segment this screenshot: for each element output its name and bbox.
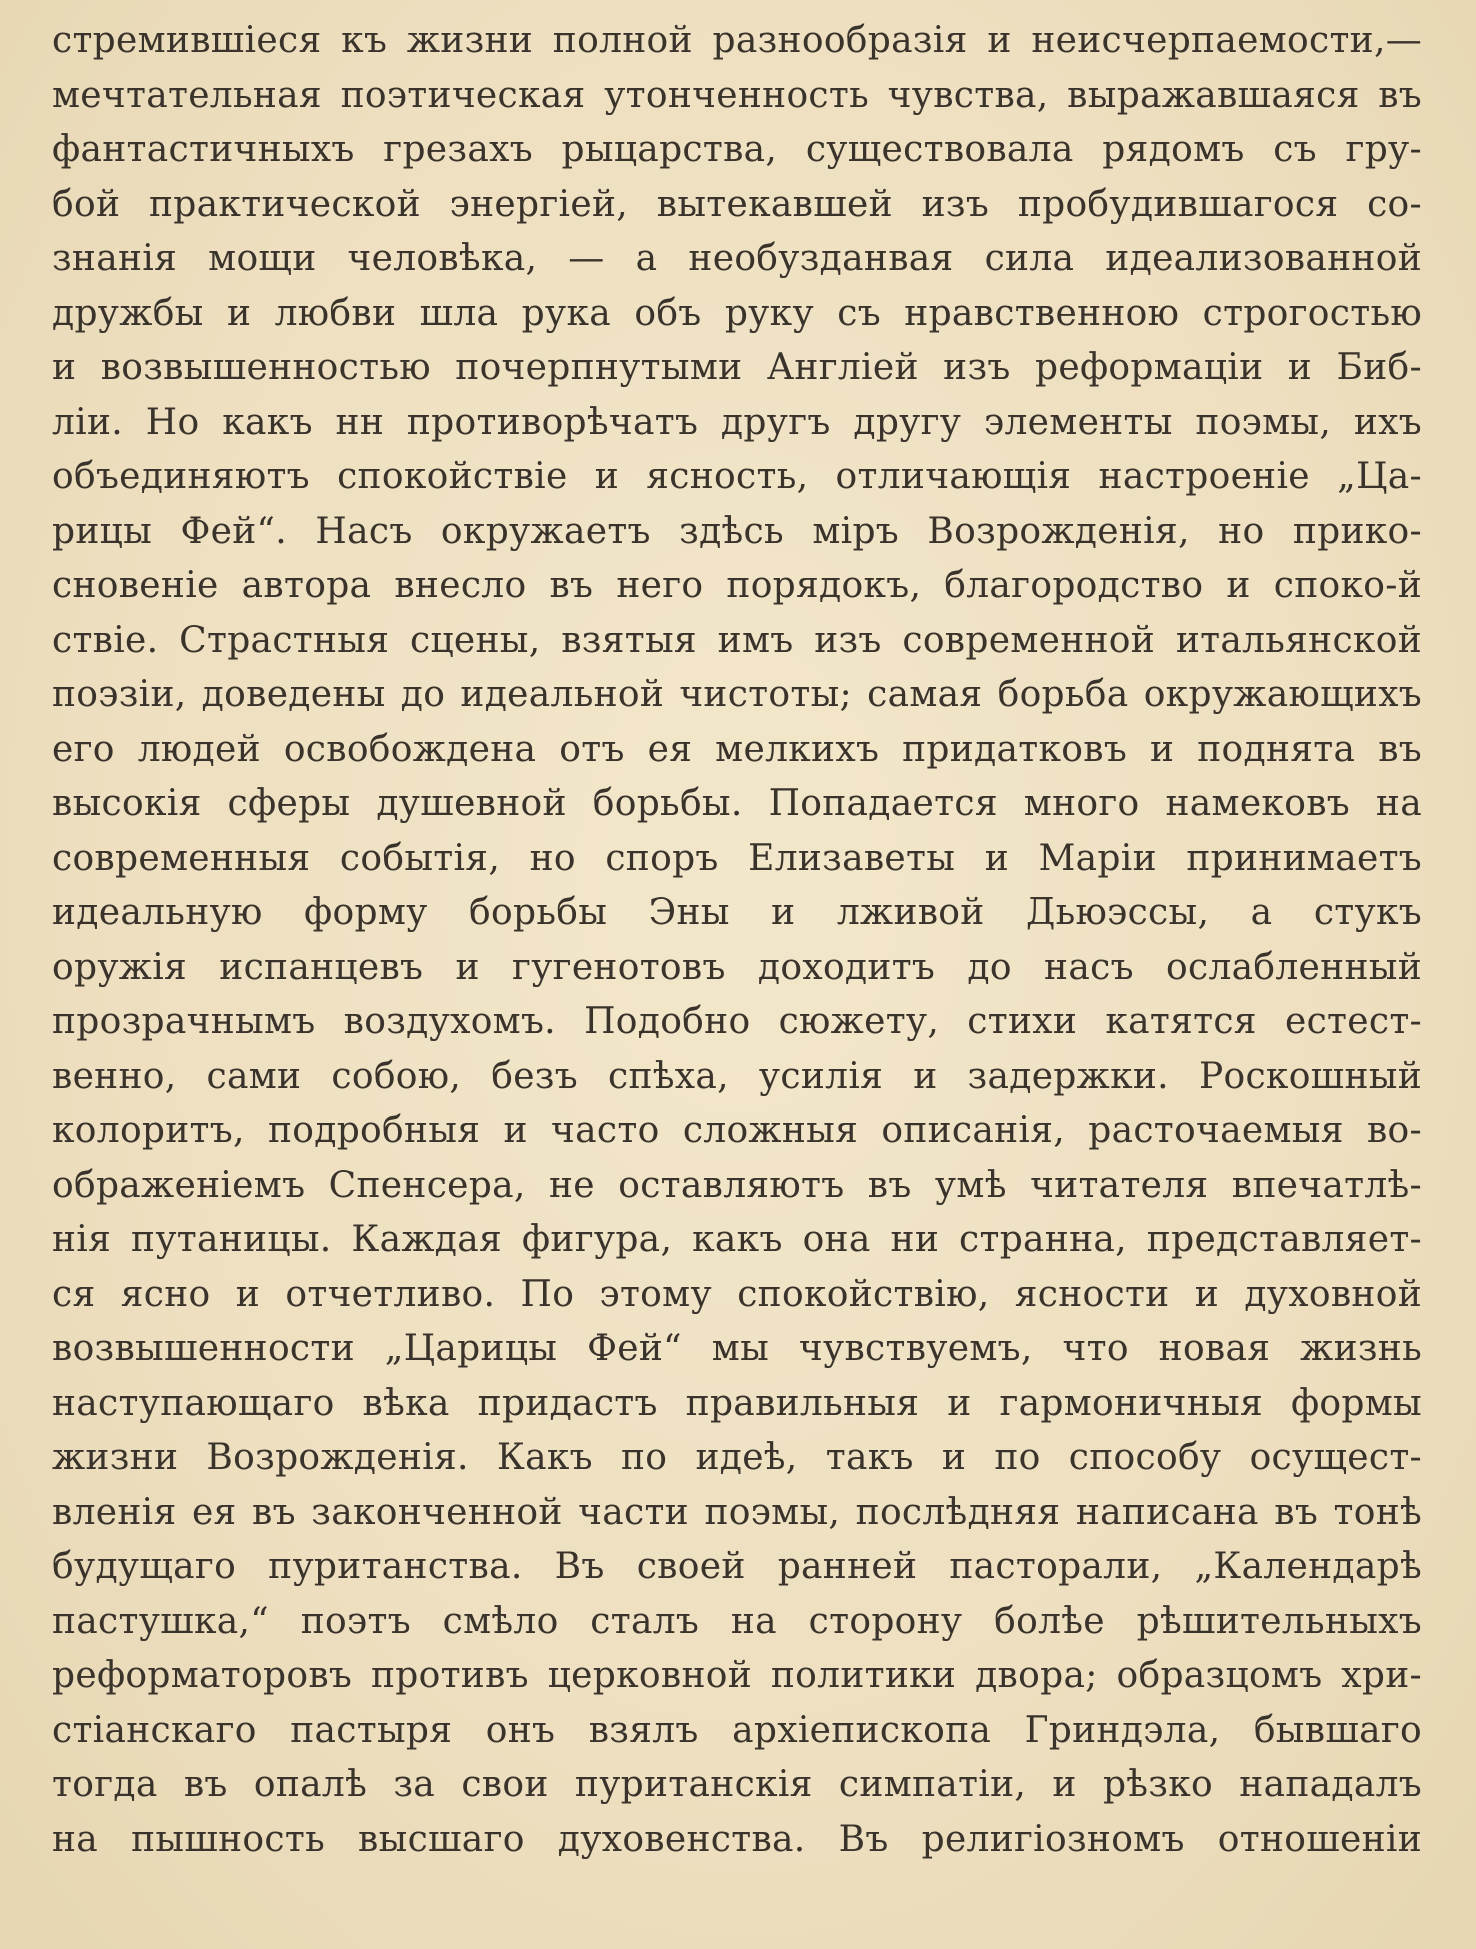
text-line-4: бой практической энергіей, вытекавшей изъ пробудившагося со- (52, 183, 1422, 225)
text-line-12: ствіе. Страстныя сцены, взятыя имъ изъ современной итальянской (52, 619, 1422, 661)
text-line-16: современныя событія, но споръ Елизаветы и Маріи принимаетъ (52, 837, 1422, 879)
body-text (52, 14, 1422, 1867)
text-line-11: сновеніе автора внесло въ него порядокъ, благородство и споко-й (52, 565, 1422, 606)
text-line-30: пастушка,“ поэтъ смѣло сталъ на сторону болѣе рѣшительныхъ (52, 1600, 1422, 1642)
text-line-9: объединяютъ спокойствіе и ясность, отличающія настроеніе „Ца- (52, 456, 1422, 497)
text-line-2: мечтательная поэтическая утонченность чувства, выражавшаяся въ (52, 74, 1422, 116)
text-line-22: ображеніемъ Спенсера, не оставляютъ въ умѣ читателя впечатлѣ- (52, 1164, 1422, 1206)
text-line-15: высокія сферы душевной борьбы. Попадается много намековъ на (52, 783, 1422, 824)
text-line-14: его людей освобождена отъ ея мелкихъ придатковъ и поднята въ (52, 728, 1422, 770)
text-line-5: знанія мощи человѣка, — а необузданвая сила идеализованной (52, 238, 1422, 279)
text-line-21: колоритъ, подробныя и часто сложныя описанія, расточаемыя во- (52, 1110, 1422, 1151)
text-line-34: на пышность высшаго духовенства. Въ религіозномъ отношеніи (52, 1818, 1422, 1860)
text-line-27: жизни Возрожденія. Какъ по идеѣ, такъ и по способу осущест- (52, 1437, 1422, 1478)
text-line-8: ліи. Но какъ нн противорѣчатъ другъ другу элементы поэмы, ихъ (52, 401, 1422, 443)
text-line-28: вленія ея въ законченной части поэмы, послѣдняя написана въ тонѣ (52, 1491, 1422, 1533)
text-line-32: стіанскаго пастыря онъ взялъ архіепископа Гриндэла, бывшаго (52, 1709, 1422, 1751)
text-line-6: дружбы и любви шла рука объ руку съ нравственною строгостью (52, 292, 1422, 334)
text-line-19: прозрачнымъ воздухомъ. Подобно сюжету, стихи катятся естест- (52, 1001, 1422, 1042)
text-line-3: фантастичныхъ грезахъ рыцарства, существовала рядомъ съ гру- (52, 129, 1422, 170)
text-line-10: рицы Фей“. Насъ окружаетъ здѣсь міръ Возрожденія, но прико- (52, 510, 1422, 552)
text-line-1: стремившіеся къ жизни полной разнообразія и неисчерпаемости,— (52, 20, 1422, 61)
text-line-26: наступающаго вѣка придастъ правильныя и гармоничныя формы (52, 1382, 1422, 1424)
text-line-18: оружія испанцевъ и гугенотовъ доходитъ до насъ ослабленный (52, 946, 1422, 988)
text-line-29: будущаго пуританства. Въ своей ранней пасторали, „Календарѣ (52, 1546, 1422, 1587)
text-line-13: поэзіи, доведены до идеальной чистоты; самая борьба окружающихъ (52, 674, 1422, 715)
text-line-33: тогда въ опалѣ за свои пуританскія симпатіи, и рѣзко нападалъ (52, 1764, 1422, 1805)
text-line-25: возвышенности „Царицы Фей“ мы чувствуемъ, что новая жизнь (52, 1328, 1422, 1369)
text-line-23: нія путаницы. Каждая фигура, какъ она ни странна, представляет- (52, 1219, 1422, 1260)
text-line-31: реформаторовъ противъ церковной политики двора; образцомъ хри- (52, 1655, 1422, 1696)
text-line-17: идеальную форму борьбы Эны и лживой Дьюэссы, а стукъ (52, 892, 1422, 933)
text-line-7: и возвышенностью почерпнутыми Англіей изъ реформаціи и Биб- (52, 347, 1422, 388)
text-line-24: ся ясно и отчетливо. По этому спокойствію, ясности и духовной (52, 1273, 1422, 1315)
text-line-20: венно, сами собою, безъ спѣха, усилія и задержки. Роскошный (52, 1055, 1422, 1097)
